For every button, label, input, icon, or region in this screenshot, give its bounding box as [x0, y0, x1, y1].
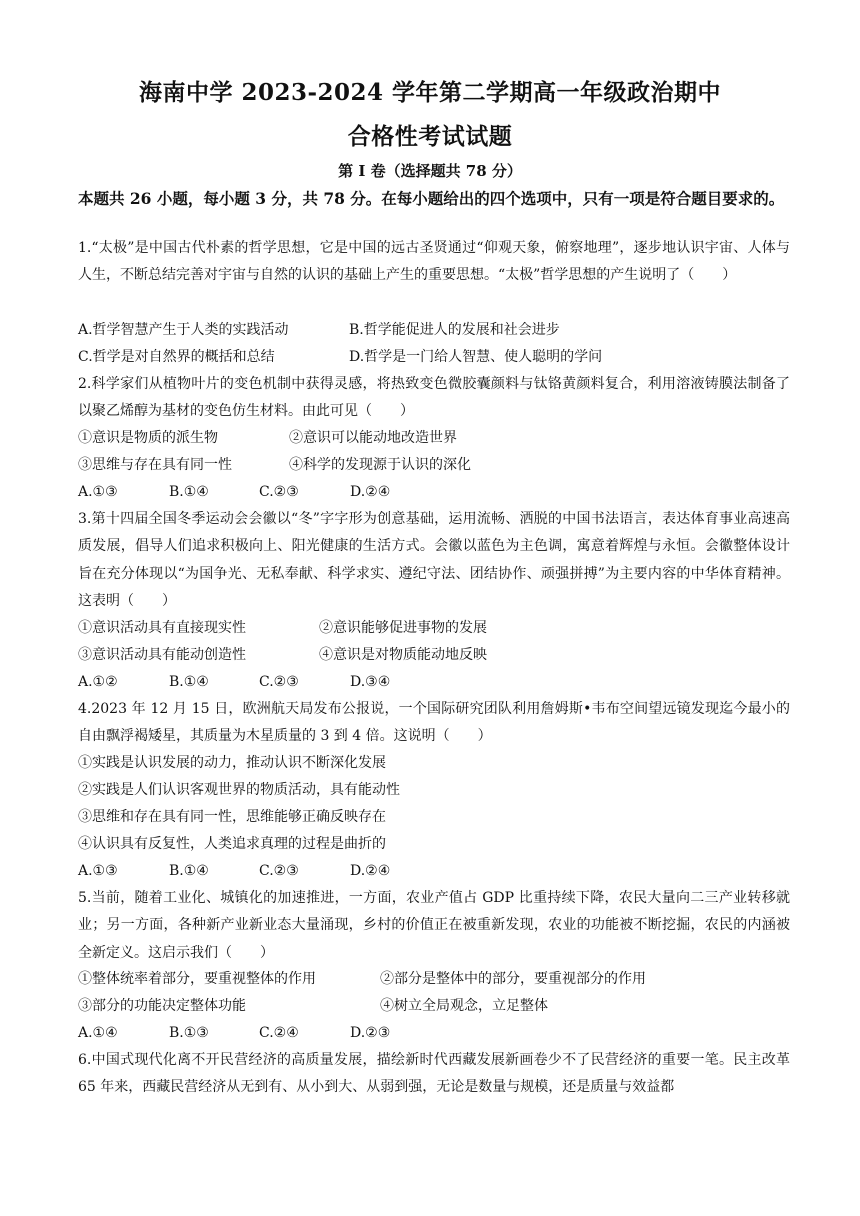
option-c: C.②③ — [259, 484, 299, 500]
option-a: A.①③ — [78, 484, 118, 500]
statement-4: ④科学的发现源于认识的深化 — [289, 457, 471, 473]
statement-3: ③意识活动具有能动创造性 — [78, 647, 246, 663]
option-d: D.②④ — [350, 484, 391, 500]
option-b: B.①④ — [169, 484, 209, 500]
statement-2: ②意识可以能动地改造世界 — [289, 430, 457, 446]
statement-3: ③思维与存在具有同一性 — [78, 457, 232, 473]
option-d: D.②④ — [350, 863, 391, 879]
question-4-statement-1: ①实践是认识发展的动力，推动认识不断深化发展 — [78, 755, 386, 771]
option-b: B.①④ — [169, 674, 209, 690]
option-a: A.①② — [78, 674, 118, 690]
statement-1: ①意识是物质的派生物 — [78, 430, 218, 446]
option-c: C.哲学是对自然界的概括和总结 — [78, 349, 275, 365]
option-d: D.②③ — [350, 1025, 391, 1041]
statement-4: ④树立全局观念，立足整体 — [380, 998, 548, 1014]
statement-2: ②意识能够促进事物的发展 — [319, 620, 487, 636]
option-c: C.②④ — [259, 1025, 299, 1041]
question-2-stem: 2.科学家们从植物叶片的变色机制中获得灵感，将热致变色微胶囊颜料与钛铬黄颜料复合，利用溶液铸膜法制备了以聚乙烯醇为基材的变色仿生材料。由此可见（ ） — [78, 376, 790, 420]
option-d: D.③④ — [350, 674, 391, 690]
exam-title-line1: 海南中学 2023-2024 学年第二学期高一年级政治期中 — [138, 79, 722, 106]
question-6-stem: 6.中国式现代化离不开民营经济的高质量发展，描绘新时代西藏发展新画卷少不了民营经济的重要一笔。民主改革 65 年来，西藏民营经济从无到有、从小到大、从弱到强，无论是数量与规模，还是质量与效益都 — [78, 1052, 790, 1096]
option-d: D.哲学是一门给人智慧、使人聪明的学问 — [349, 349, 603, 365]
statement-1: ①意识活动具有直接现实性 — [78, 620, 246, 636]
option-c: C.②③ — [259, 863, 299, 879]
instructions: 本题共 26 小题，每小题 3 分，共 78 分。在每小题给出的四个选项中，只有一项是符合题目要求的。 — [78, 189, 785, 208]
option-b: B.①③ — [169, 1025, 209, 1041]
statement-3: ③部分的功能决定整体功能 — [78, 998, 246, 1014]
question-3-stem: 3.第十四届全国冬季运动会会徽以“冬”字字形为创意基础，运用流畅、洒脱的中国书法语言，表达体育事业高速高质发展，倡导人们追求积极向上、阳光健康的生活方式。会徽以蓝色为主色调，寓意着辉煌与永恒。会徽整体设计旨在充分体现以“为国争光、无私奉献、科学求实、遵纪守法、团结协作、顽强拼搏”为主要内容的中华体育精神。这表明（ ） — [78, 511, 790, 609]
statement-2: ②部分是整体中的部分，要重视部分的作用 — [380, 971, 646, 987]
option-b: B.①④ — [169, 863, 209, 879]
option-c: C.②③ — [259, 674, 299, 690]
option-a: A.①③ — [78, 863, 118, 879]
question-1-stem: 1.“太极”是中国古代朴素的哲学思想，它是中国的远古圣贤通过“仰观天象，俯察地理”，逐步地认识宇宙、人体与人生，不断总结完善对宇宙与自然的认识的基础上产生的重要思想。“太极”哲学思想的产生说明了（ ） — [78, 240, 790, 284]
question-4-statement-3: ③思维和存在具有同一性，思维能够正确反映存在 — [78, 809, 386, 825]
statement-1: ①整体统率着部分，要重视整体的作用 — [78, 971, 316, 987]
section-heading: 第 I 卷（选择题共 78 分） — [338, 162, 522, 180]
exam-title-line2: 合格性考试试题 — [347, 123, 513, 150]
option-a: A.①④ — [78, 1025, 118, 1041]
question-4-statement-2: ②实践是人们认识客观世界的物质活动，具有能动性 — [78, 782, 400, 798]
question-5-stem: 5.当前，随着工业化、城镇化的加速推进，一方面，农业产值占 GDP 比重持续下降，农民大量向二三产业转移就业；另一方面，各种新产业新业态大量涌现，乡村的价值正在被重新发现，农业的功能被不断挖掘，农民的内涵被全新定义。这启示我们（ ） — [78, 890, 790, 961]
statement-4: ④意识是对物质能动地反映 — [319, 647, 487, 663]
question-4-statement-4: ④认识具有反复性，人类追求真理的过程是曲折的 — [78, 836, 386, 852]
question-4-stem: 4.2023 年 12 月 15 日，欧洲航天局发布公报说，一个国际研究团队利用詹姆斯•韦布空间望远镜发现迄今最小的自由飘浮褐矮星，其质量为木星质量的 3 到 4 倍。这说明（ ） — [78, 701, 790, 745]
option-a: A.哲学智慧产生于人类的实践活动 — [78, 322, 289, 338]
option-b: B.哲学能促进人的发展和社会进步 — [349, 322, 560, 338]
